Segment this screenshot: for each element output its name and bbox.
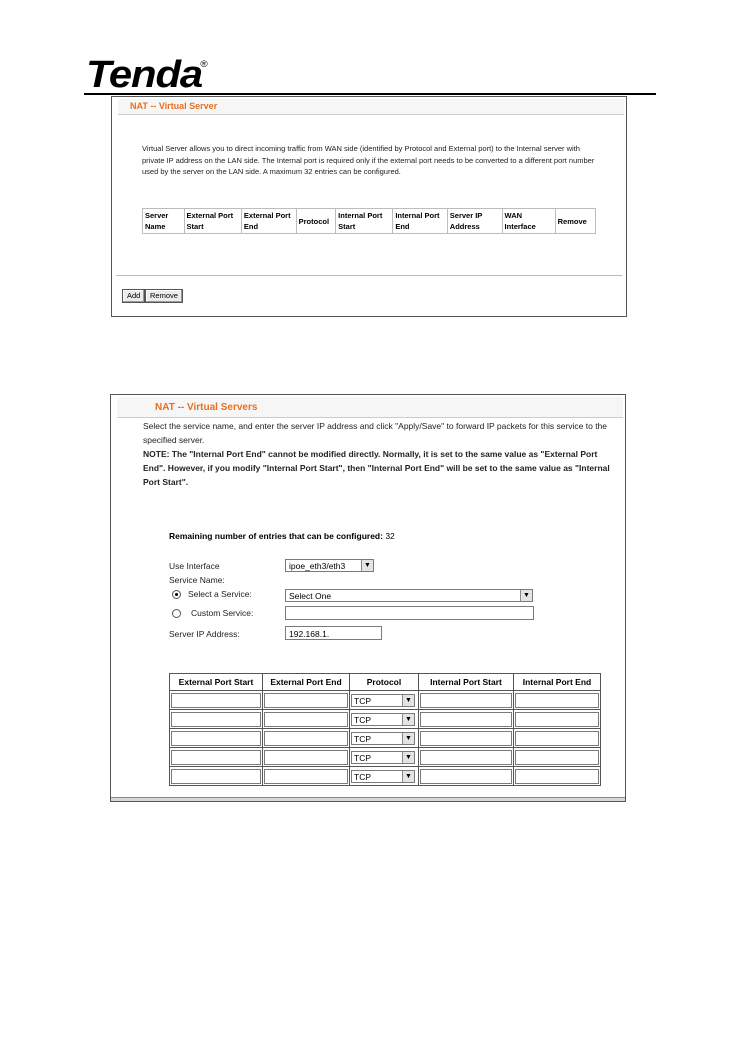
internal-port-start-input[interactable] bbox=[420, 693, 512, 708]
table-header: Internal Port End bbox=[393, 209, 447, 234]
service-select[interactable] bbox=[285, 589, 533, 602]
service-select-value: Select One bbox=[289, 591, 332, 601]
internal-port-end-input[interactable] bbox=[515, 769, 599, 784]
description-text: Select the service name, and enter the server IP address and click "Apply/Save" to forward IP packets for this service to the specified server. bbox=[143, 421, 608, 445]
service-name-label: Service Name: bbox=[169, 575, 225, 585]
external-port-start-input[interactable] bbox=[171, 731, 261, 746]
chevron-down-icon: ▼ bbox=[402, 714, 414, 725]
chevron-down-icon: ▼ bbox=[520, 590, 532, 601]
external-port-end-input[interactable] bbox=[264, 712, 348, 727]
table-header: Protocol bbox=[296, 209, 336, 234]
panel-titlebar bbox=[117, 397, 623, 418]
table-header: External Port Start bbox=[184, 209, 241, 234]
tenda-logo bbox=[86, 54, 207, 96]
table-header: WAN Interface bbox=[502, 209, 555, 234]
external-port-start-input[interactable] bbox=[171, 769, 261, 784]
use-interface-select[interactable] bbox=[285, 559, 374, 572]
registered-mark: ® bbox=[200, 59, 207, 69]
select-service-radio[interactable] bbox=[172, 590, 181, 599]
table-header: External Port Start bbox=[170, 674, 263, 691]
table-row bbox=[170, 710, 601, 729]
internal-port-end-input[interactable] bbox=[515, 693, 599, 708]
use-interface-value: ipoe_eth3/eth3 bbox=[289, 561, 346, 571]
panel-description: Virtual Server allows you to direct incoming traffic from WAN side (identified by Protocol and External port) to the Internal server with private IP address on the LAN side. The Internal port is required only if the external port needs to be converted to a different port number used by the server on the LAN side. A maximum 32 entries can be configured. bbox=[142, 144, 595, 176]
server-ip-label: Server IP Address: bbox=[169, 629, 240, 639]
use-interface-label: Use Interface bbox=[169, 561, 220, 571]
table-header: Internal Port Start bbox=[336, 209, 393, 234]
protocol-value: TCP bbox=[354, 752, 371, 763]
protocol-select[interactable] bbox=[351, 694, 415, 707]
virtual-server-form-panel bbox=[110, 394, 626, 802]
protocol-select[interactable] bbox=[351, 751, 415, 764]
horizontal-scrollbar[interactable] bbox=[111, 797, 625, 801]
page-title: NAT -- Virtual Servers bbox=[155, 402, 258, 413]
port-mapping-table bbox=[169, 673, 601, 786]
chevron-down-icon: ▼ bbox=[402, 695, 414, 706]
internal-port-end-input[interactable] bbox=[515, 712, 599, 727]
remaining-value: 32 bbox=[385, 531, 395, 541]
protocol-value: TCP bbox=[354, 733, 371, 744]
select-service-label: Select a Service: bbox=[188, 589, 252, 599]
custom-service-label: Custom Service: bbox=[191, 608, 254, 618]
table-row bbox=[170, 729, 601, 748]
protocol-select[interactable] bbox=[351, 732, 415, 745]
external-port-end-input[interactable] bbox=[264, 693, 348, 708]
panel-description bbox=[143, 419, 621, 489]
custom-service-input[interactable] bbox=[285, 606, 534, 620]
table-row bbox=[170, 767, 601, 786]
protocol-select[interactable] bbox=[351, 770, 415, 783]
chevron-down-icon: ▼ bbox=[402, 752, 414, 763]
internal-port-start-input[interactable] bbox=[420, 769, 512, 784]
note-text: NOTE: The "Internal Port End" cannot be modified directly. Normally, it is set to the same value as "External Port End". However, if you modify "Internal Port Start", then "Internal Port End" will be set to the same value as "Internal Port Start". bbox=[143, 449, 610, 487]
panel-titlebar bbox=[118, 99, 624, 115]
table-header: Internal Port Start bbox=[419, 674, 514, 691]
table-header: Remove bbox=[555, 209, 595, 234]
protocol-value: TCP bbox=[354, 714, 371, 725]
table-header: External Port End bbox=[263, 674, 350, 691]
table-header: Server IP Address bbox=[447, 209, 502, 234]
internal-port-start-input[interactable] bbox=[420, 731, 512, 746]
external-port-end-input[interactable] bbox=[264, 769, 348, 784]
table-header: Protocol bbox=[350, 674, 419, 691]
table-header: Internal Port End bbox=[514, 674, 601, 691]
chevron-down-icon: ▼ bbox=[361, 560, 373, 571]
add-button[interactable]: Add bbox=[122, 289, 145, 303]
table-header: External Port End bbox=[241, 209, 296, 234]
header-divider bbox=[84, 93, 656, 95]
external-port-start-input[interactable] bbox=[171, 693, 261, 708]
table-header: Server Name bbox=[143, 209, 185, 234]
protocol-select[interactable] bbox=[351, 713, 415, 726]
table-row bbox=[170, 748, 601, 767]
external-port-end-input[interactable] bbox=[264, 731, 348, 746]
internal-port-end-input[interactable] bbox=[515, 731, 599, 746]
internal-port-start-input[interactable] bbox=[420, 712, 512, 727]
server-ip-input[interactable]: 192.168.1. bbox=[285, 626, 382, 640]
external-port-start-input[interactable] bbox=[171, 712, 261, 727]
panel-divider bbox=[116, 275, 622, 276]
internal-port-start-input[interactable] bbox=[420, 750, 512, 765]
custom-service-radio[interactable] bbox=[172, 609, 181, 618]
external-port-end-input[interactable] bbox=[264, 750, 348, 765]
chevron-down-icon: ▼ bbox=[402, 771, 414, 782]
virtual-server-table bbox=[142, 208, 596, 234]
page-title: NAT -- Virtual Server bbox=[130, 101, 218, 111]
protocol-value: TCP bbox=[354, 695, 371, 706]
remaining-entries bbox=[169, 531, 395, 541]
virtual-server-list-panel bbox=[111, 96, 627, 317]
internal-port-end-input[interactable] bbox=[515, 750, 599, 765]
chevron-down-icon: ▼ bbox=[402, 733, 414, 744]
external-port-start-input[interactable] bbox=[171, 750, 261, 765]
remove-button[interactable]: Remove bbox=[145, 289, 183, 303]
table-row bbox=[170, 691, 601, 710]
protocol-value: TCP bbox=[354, 771, 371, 782]
logo-text: Tenda bbox=[86, 54, 203, 96]
remaining-label: Remaining number of entries that can be configured: bbox=[169, 531, 383, 541]
